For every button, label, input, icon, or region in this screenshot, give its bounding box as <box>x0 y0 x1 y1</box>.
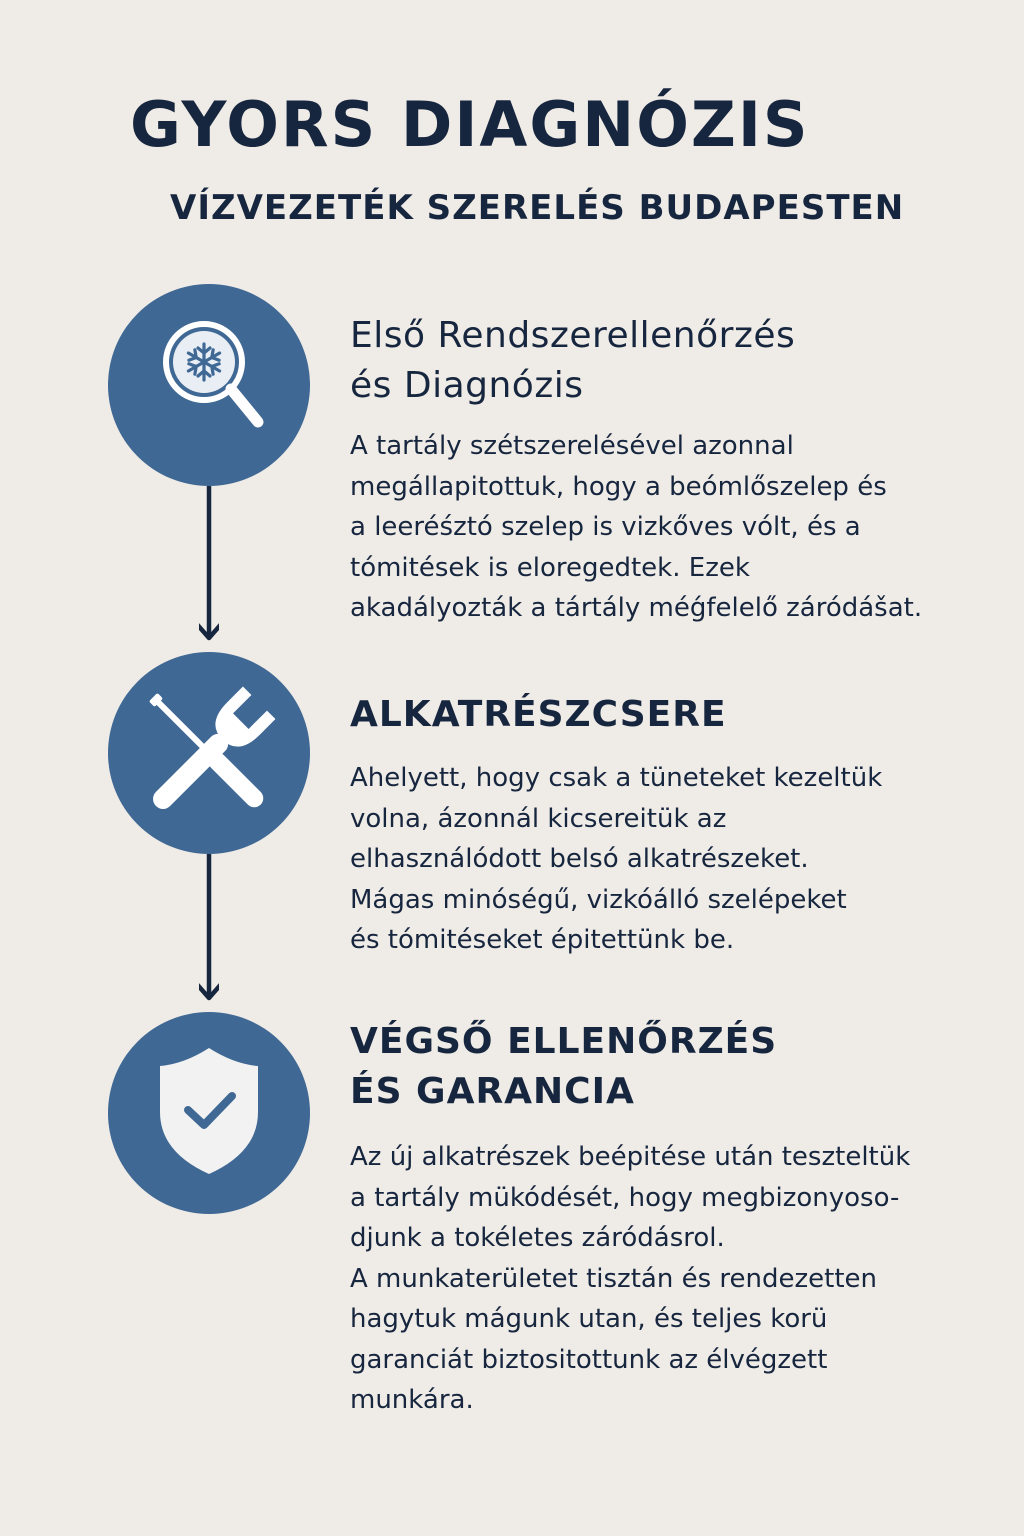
step-1-icon-circle <box>108 284 310 486</box>
wrench-screwdriver-icon <box>108 652 310 854</box>
step-2-icon-circle <box>108 652 310 854</box>
step-1-title: Első Rendszerellenőrzés és Diagnózis <box>350 315 796 406</box>
step-1-description: A tartály szétszerelésével azonnal megállapitottuk, hogy a beómlőszelep és a leeréśztó szelep is vizkőves vólt, és a tómitések is eloregedtek. Ezek akadályozták a tártály méǵfelelő záródášat. <box>350 431 923 623</box>
magnifier-snowflake-icon <box>108 284 310 486</box>
page-subtitle: VÍZVEZETÉK SZERELÉS BUDAPESTEN <box>170 188 905 228</box>
step-2-title: ALKATRÉSZCSERE <box>350 694 727 735</box>
step-connector-arrow-1 <box>199 486 219 644</box>
step-2-description: Ahelyett, hogy csak a tüneteket kezeltük volna, ázonnál kicsereitük az elhasználódott belsó alkatrészeket. Mágas minóségű, vizkóálló szelépeket és tómitéseket épitettünk be. <box>350 763 883 955</box>
step-connector-arrow-2 <box>199 854 219 1004</box>
page-title: GYORS DIAGNÓZIS <box>130 88 810 161</box>
shield-check-icon <box>108 1012 310 1214</box>
step-3-icon-circle <box>108 1012 310 1214</box>
step-3-title: VÉGSŐ ELLENŐRZÉS ÉS GARANCIA <box>350 1021 778 1112</box>
step-3-description: Az új alkatrészek beépitése után teszteltük a tartály mükódését, hogy megbizonyoso- djunk a tokéletes záródásrol. A munkaterületet tisztán és rendezetten hagytuk mágunk utan, és teljes korü garanciát biztositottunk az élvégzett munkára. <box>350 1142 911 1415</box>
